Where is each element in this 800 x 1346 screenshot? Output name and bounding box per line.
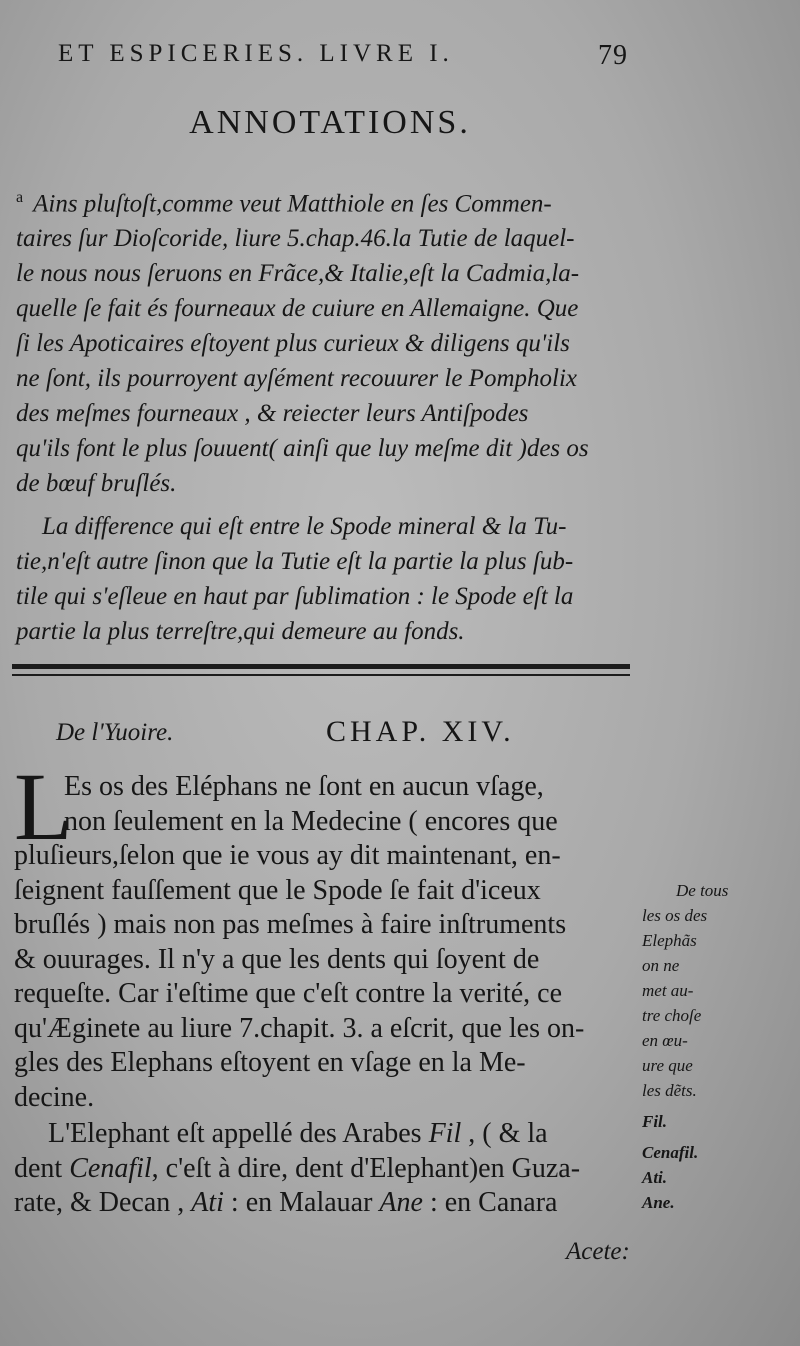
- annotation-line: le nous nous ſeruons en Frãce,& Italie,eſt la Cadmia,la-: [16, 260, 580, 288]
- term-fil: Fil: [428, 1118, 462, 1149]
- term-ane: Ane: [379, 1187, 423, 1218]
- annotation-line: partie la plus terreſtre,qui demeure au fonds.: [16, 618, 465, 646]
- annotation-line: quelle ſe fait és fourneaux de cuiure en Allemaigne. Que: [16, 295, 579, 323]
- body-line: & ouurages. Il n'y a que les dents qui ſoyent de: [14, 943, 540, 975]
- term-ati: Ati: [191, 1187, 224, 1218]
- chapter-subject: De l'Yuoire.: [56, 719, 174, 746]
- margin-note-line: les dẽts.: [642, 1081, 697, 1100]
- margin-gloss: Ati.: [642, 1168, 668, 1187]
- annotation-block: [16, 180, 636, 649]
- section-title: ANNOTATIONS.: [189, 104, 471, 141]
- body-line: pluſieurs,ſelon que ie vous ay dit maintenant, en-: [14, 840, 561, 871]
- page-number: 79: [598, 40, 628, 71]
- margin-gloss: Cenafil.: [642, 1143, 699, 1162]
- annotation-line: qu'ils font le plus ſouuent( ainſi que luy meſme dit )des os: [16, 435, 589, 463]
- body-line: gles des Elephans eſtoyent en vſage en la Me-: [14, 1047, 526, 1078]
- annotation-line: tile qui s'eſleue en haut par ſublimation : le Spode eſt la: [16, 583, 574, 611]
- annotation-line: des meſmes fourneaux , & reiecter leurs Antiſpodes: [16, 400, 529, 428]
- margin-note-line: en œu-: [642, 1031, 688, 1050]
- chapter-heading: [56, 715, 616, 755]
- divider-rule: [12, 674, 630, 676]
- body-line: decine.: [14, 1081, 95, 1113]
- annotation-paragraph: [16, 180, 636, 501]
- drop-capital: L: [14, 753, 73, 860]
- annotation-line: ſi les Apoticaires eſtoyent plus curieux & diligens qu'ils: [16, 330, 570, 358]
- annotation-paragraph: [16, 509, 636, 649]
- divider-rule: [12, 664, 630, 669]
- margin-note-line: met au-: [642, 981, 694, 1000]
- body-line: rate, & Decan , Ati : en Malauar Ane : en Canara: [14, 1187, 558, 1218]
- body-line: dent Cenafil, c'eſt à dire, dent d'Elephant)en Guza-: [14, 1152, 581, 1184]
- body-line: Es os des Eléphans ne ſont en aucun vſage,: [64, 771, 544, 802]
- body-line: ſeignent fauſſement que le Spode ſe fait d'iceux: [14, 874, 541, 906]
- margin-gloss: Ane.: [642, 1193, 675, 1212]
- term-cenafil: Cenafil: [69, 1152, 152, 1184]
- margin-notes: [642, 878, 792, 1215]
- margin-note-line: les os des: [642, 906, 708, 925]
- annotation-line: taires ſur Dioſcoride, liure 5.chap.46.la Tutie de laquel-: [16, 225, 575, 253]
- body-line: non ſeulement en la Medecine ( encores que: [64, 805, 558, 837]
- body-line: bruſlés ) mais non pas meſmes à faire inſtruments: [14, 909, 567, 940]
- annotation-line: de bœuf bruſlés.: [16, 470, 177, 498]
- margin-note-line: tre choſe: [642, 1006, 702, 1025]
- margin-note-line: De tous: [676, 881, 729, 900]
- chapter-number: CHAP. XIV.: [326, 715, 515, 748]
- annotation-line: ne ſont, ils pourroyent ayſément recouurer le Pompholix: [16, 365, 577, 393]
- note-reference-mark: a: [16, 189, 24, 206]
- margin-gloss: Fil.: [642, 1112, 668, 1131]
- body-line: requeſte. Car i'eſtime que c'eſt contre la verité, ce: [14, 978, 563, 1009]
- annotation-line: $^a$ Ains pluſtoſt,comme veut Matthiole en ſes Commen-: [16, 189, 552, 218]
- body-line: L'Elephant eſt appellé des Arabes Fil , ( & la: [48, 1118, 548, 1149]
- margin-note-line: Elephãs: [642, 931, 697, 950]
- running-head: [58, 40, 628, 76]
- margin-note-line: ure que: [642, 1056, 693, 1075]
- catchword: Acete:: [566, 1238, 630, 1265]
- chapter-body: [14, 753, 644, 1221]
- margin-note-line: on ne: [642, 956, 680, 975]
- running-head-title: ET ESPICERIES. LIVRE I.: [58, 40, 454, 67]
- annotation-line: tie,n'eſt autre ſinon que la Tutie eſt la partie la plus ſub-: [16, 548, 574, 576]
- body-line: qu'Æginete au liure 7.chapit. 3. a eſcrit, que les on-: [14, 1012, 585, 1044]
- annotation-line: La difference qui eſt entre le Spode mineral & la Tu-: [42, 513, 567, 541]
